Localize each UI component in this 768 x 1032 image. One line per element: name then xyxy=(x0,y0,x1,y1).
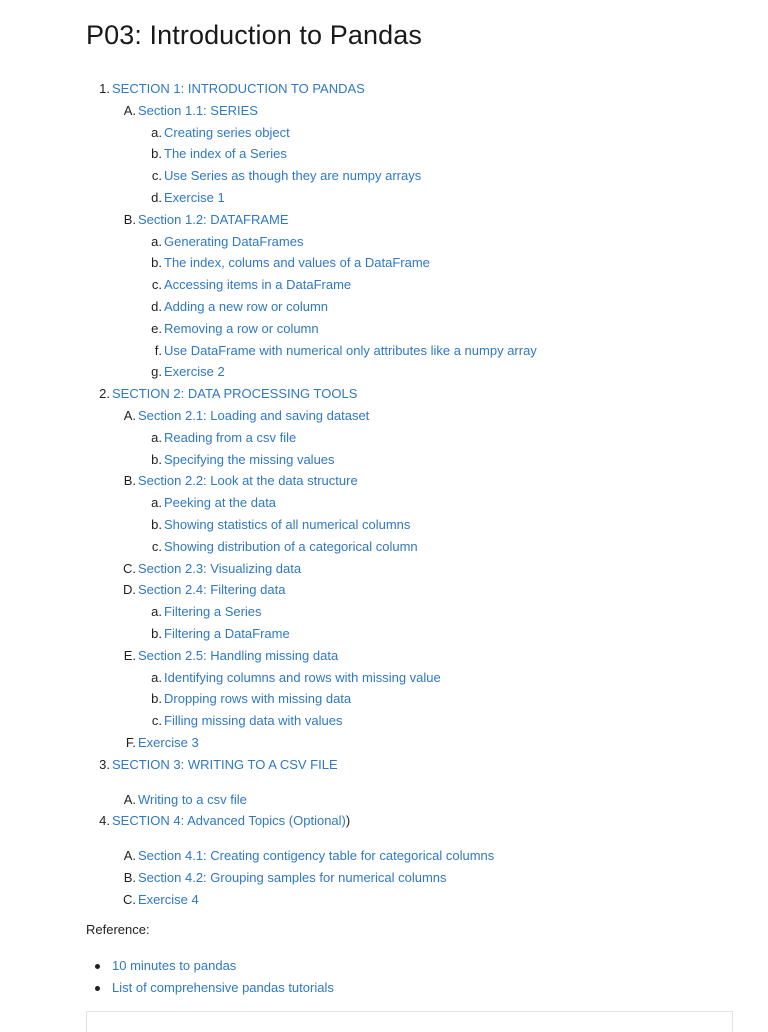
toc-item xyxy=(0,231,768,253)
toc-item-marker: D. xyxy=(123,582,136,598)
toc-link[interactable] xyxy=(164,688,351,710)
toc-item xyxy=(0,470,768,492)
toc-item-marker: c. xyxy=(151,277,162,293)
toc-item xyxy=(0,754,768,776)
toc-item-marker: a. xyxy=(151,233,162,249)
toc-link-label: Section 2.4: Filtering data xyxy=(138,582,286,598)
toc-link[interactable] xyxy=(164,318,319,340)
toc-item-marker: B. xyxy=(123,473,136,489)
toc-link[interactable] xyxy=(138,867,447,889)
reference-item xyxy=(0,977,768,999)
toc-link[interactable] xyxy=(164,143,287,165)
toc-link-label: SECTION 1: INTRODUCTION TO PANDAS xyxy=(112,81,365,96)
toc-link-label: Section 2.3: Visualizing data xyxy=(138,560,302,576)
toc-link-label: Peeking at the data xyxy=(164,495,277,511)
toc-item-marker: a. xyxy=(151,124,162,140)
toc-link[interactable] xyxy=(164,361,225,383)
toc-item-marker: A. xyxy=(123,848,136,864)
toc-link-label: Filtering a Series xyxy=(164,604,262,620)
toc-link[interactable] xyxy=(164,492,276,514)
toc-item xyxy=(0,579,768,601)
reference-link[interactable]: List of comprehensive pandas tutorials xyxy=(112,979,334,995)
toc-link-label: Section 4.1: Creating contigency table for categorical columns xyxy=(138,848,495,864)
toc-link[interactable] xyxy=(164,252,430,274)
toc-item-marker: c. xyxy=(151,168,162,184)
toc-link[interactable] xyxy=(164,514,410,536)
toc-item xyxy=(0,889,768,911)
toc-link-label: Showing distribution of a categorical column xyxy=(164,538,418,554)
toc-item xyxy=(0,667,768,689)
toc-item xyxy=(0,252,768,274)
toc-item xyxy=(0,514,768,536)
toc-item-marker: 3. xyxy=(99,756,110,772)
toc-item xyxy=(0,427,768,449)
toc-item xyxy=(0,732,768,754)
toc-item xyxy=(0,187,768,209)
reference-link[interactable]: 10 minutes to pandas xyxy=(112,958,237,973)
toc-item-marker: A. xyxy=(123,407,136,423)
toc-link-label: Exercise 1 xyxy=(164,189,225,205)
toc-item-marker: b. xyxy=(151,625,162,641)
toc-link[interactable] xyxy=(164,187,225,209)
toc-item xyxy=(0,209,768,231)
toc-link-label: SECTION 4: Advanced Topics (Optional) xyxy=(112,813,346,829)
toc-link[interactable] xyxy=(164,122,290,144)
toc-item-marker: c. xyxy=(151,713,162,729)
toc-item xyxy=(0,688,768,710)
toc-item-trailing-text: ) xyxy=(345,813,351,829)
toc-link-label: Showing statistics of all numerical columns xyxy=(164,516,411,532)
reference-list xyxy=(0,955,768,999)
reference-label: Reference: xyxy=(86,922,150,937)
toc-item-marker: F. xyxy=(125,734,136,750)
toc-link[interactable] xyxy=(138,889,199,911)
toc-item-marker: 4. xyxy=(99,813,110,829)
toc-item xyxy=(0,867,768,889)
toc-item-marker: 1. xyxy=(99,81,110,96)
toc-link[interactable] xyxy=(138,209,289,231)
toc-link[interactable] xyxy=(164,340,537,362)
toc-item-marker: B. xyxy=(123,211,136,227)
bullet-icon xyxy=(95,986,100,991)
table-of-contents xyxy=(0,78,768,910)
toc-item xyxy=(0,361,768,383)
toc-link-label: SECTION 2: DATA PROCESSING TOOLS xyxy=(112,386,358,402)
toc-item-marker: C. xyxy=(123,891,136,907)
toc-link-label: SECTION 3: WRITING TO A CSV FILE xyxy=(112,756,338,772)
toc-link-label: Section 2.5: Handling missing data xyxy=(138,647,339,663)
toc-item xyxy=(0,274,768,296)
toc-item-marker: b. xyxy=(151,146,162,162)
toc-item xyxy=(0,165,768,187)
toc-item xyxy=(0,845,768,867)
toc-link[interactable] xyxy=(164,623,290,645)
toc-link-label: Filling missing data with values xyxy=(164,713,343,729)
toc-link-label: Exercise 3 xyxy=(138,734,199,750)
toc-item-marker: a. xyxy=(151,669,162,685)
toc-link[interactable] xyxy=(112,810,350,832)
toc-item-marker: d. xyxy=(151,189,162,205)
toc-item xyxy=(0,789,768,811)
toc-link-label: Removing a row or column xyxy=(164,320,319,336)
toc-item-marker: B. xyxy=(123,869,136,885)
toc-item-marker: A. xyxy=(123,102,136,118)
toc-item xyxy=(0,143,768,165)
toc-item xyxy=(0,100,768,122)
toc-link-label: Creating series object xyxy=(164,124,290,140)
toc-link[interactable] xyxy=(138,845,494,867)
toc-item xyxy=(0,405,768,427)
toc-link-label: The index, colums and values of a DataFrame xyxy=(164,255,430,271)
toc-item-marker: b. xyxy=(151,255,162,271)
toc-item-marker: E. xyxy=(123,647,136,663)
toc-item-marker: 2. xyxy=(99,386,110,402)
toc-item xyxy=(0,122,768,144)
toc-link-label: Section 1.2: DATAFRAME xyxy=(138,211,289,227)
toc-link-label: Section 1.1: SERIES xyxy=(138,102,258,118)
toc-item-marker: f. xyxy=(154,342,162,358)
toc-link-label: The index of a Series xyxy=(164,146,287,162)
toc-item xyxy=(0,492,768,514)
toc-link[interactable] xyxy=(164,296,328,318)
toc-item xyxy=(0,710,768,732)
toc-item-marker: A. xyxy=(123,791,136,807)
toc-link[interactable] xyxy=(164,710,342,732)
reference-item xyxy=(0,955,768,977)
toc-item-marker: b. xyxy=(151,516,162,532)
toc-item xyxy=(0,623,768,645)
toc-link[interactable] xyxy=(138,789,247,811)
toc-link[interactable] xyxy=(164,601,262,623)
toc-link-label: Accessing items in a DataFrame xyxy=(164,277,352,293)
toc-link-label: Section 2.1: Loading and saving dataset xyxy=(138,407,370,423)
toc-item xyxy=(0,78,768,100)
toc-link[interactable] xyxy=(138,732,199,754)
toc-link[interactable] xyxy=(112,78,365,100)
toc-link[interactable] xyxy=(164,274,351,296)
toc-item-marker: a. xyxy=(151,495,162,511)
toc-item-marker: g. xyxy=(151,364,162,380)
toc-item-marker: a. xyxy=(151,604,162,620)
toc-link[interactable] xyxy=(138,100,258,122)
bullet-icon xyxy=(95,964,100,969)
toc-item xyxy=(0,810,768,832)
toc-link[interactable] xyxy=(138,558,301,580)
toc-link[interactable] xyxy=(164,427,296,449)
toc-item xyxy=(0,558,768,580)
toc-link-label: Use DataFrame with numerical only attributes like a numpy array xyxy=(164,342,537,358)
toc-link[interactable] xyxy=(138,405,369,427)
toc-link-label: Identifying columns and rows with missing value xyxy=(164,669,441,685)
toc-item-marker: a. xyxy=(151,429,162,445)
toc-item xyxy=(0,340,768,362)
toc-item xyxy=(0,645,768,667)
toc-item xyxy=(0,449,768,471)
toc-item-marker: C. xyxy=(123,560,136,576)
toc-link-label: Exercise 2 xyxy=(164,364,225,380)
toc-link-label: Writing to a csv file xyxy=(138,791,247,807)
toc-link-label: Adding a new row or column xyxy=(164,298,329,314)
toc-link[interactable] xyxy=(138,470,358,492)
toc-link[interactable] xyxy=(112,383,357,405)
toc-link-label: Section 4.2: Grouping samples for numerical columns xyxy=(138,869,447,885)
toc-link[interactable] xyxy=(164,231,303,253)
toc-link-label: Use Series as though they are numpy arrays xyxy=(164,168,422,184)
toc-item-marker: b. xyxy=(151,691,162,707)
page-title: P03: Introduction to Pandas xyxy=(86,20,422,50)
code-cell[interactable] xyxy=(86,1011,733,1032)
toc-link[interactable] xyxy=(138,579,285,601)
toc-item xyxy=(0,383,768,405)
toc-item-marker: b. xyxy=(151,451,162,467)
toc-item-marker: e. xyxy=(151,320,162,336)
toc-link-label: Reading from a csv file xyxy=(164,429,297,445)
toc-link[interactable] xyxy=(164,536,418,558)
toc-link[interactable] xyxy=(164,449,335,471)
toc-link-label: Exercise 4 xyxy=(138,891,199,907)
toc-item-marker: c. xyxy=(151,538,162,554)
toc-link[interactable] xyxy=(164,165,421,187)
toc-link-label: Section 2.2: Look at the data structure xyxy=(138,473,358,489)
toc-link[interactable] xyxy=(164,667,441,689)
toc-link-label: Filtering a DataFrame xyxy=(164,625,290,641)
toc-link-label: Specifying the missing values xyxy=(164,451,335,467)
toc-item xyxy=(0,318,768,340)
toc-link[interactable] xyxy=(112,754,338,776)
toc-link-label: Dropping rows with missing data xyxy=(164,691,352,707)
toc-item xyxy=(0,601,768,623)
toc-link-label: Generating DataFrames xyxy=(164,233,304,249)
toc-item xyxy=(0,536,768,558)
toc-item-marker: d. xyxy=(151,298,162,314)
toc-item xyxy=(0,296,768,318)
toc-link[interactable] xyxy=(138,645,338,667)
